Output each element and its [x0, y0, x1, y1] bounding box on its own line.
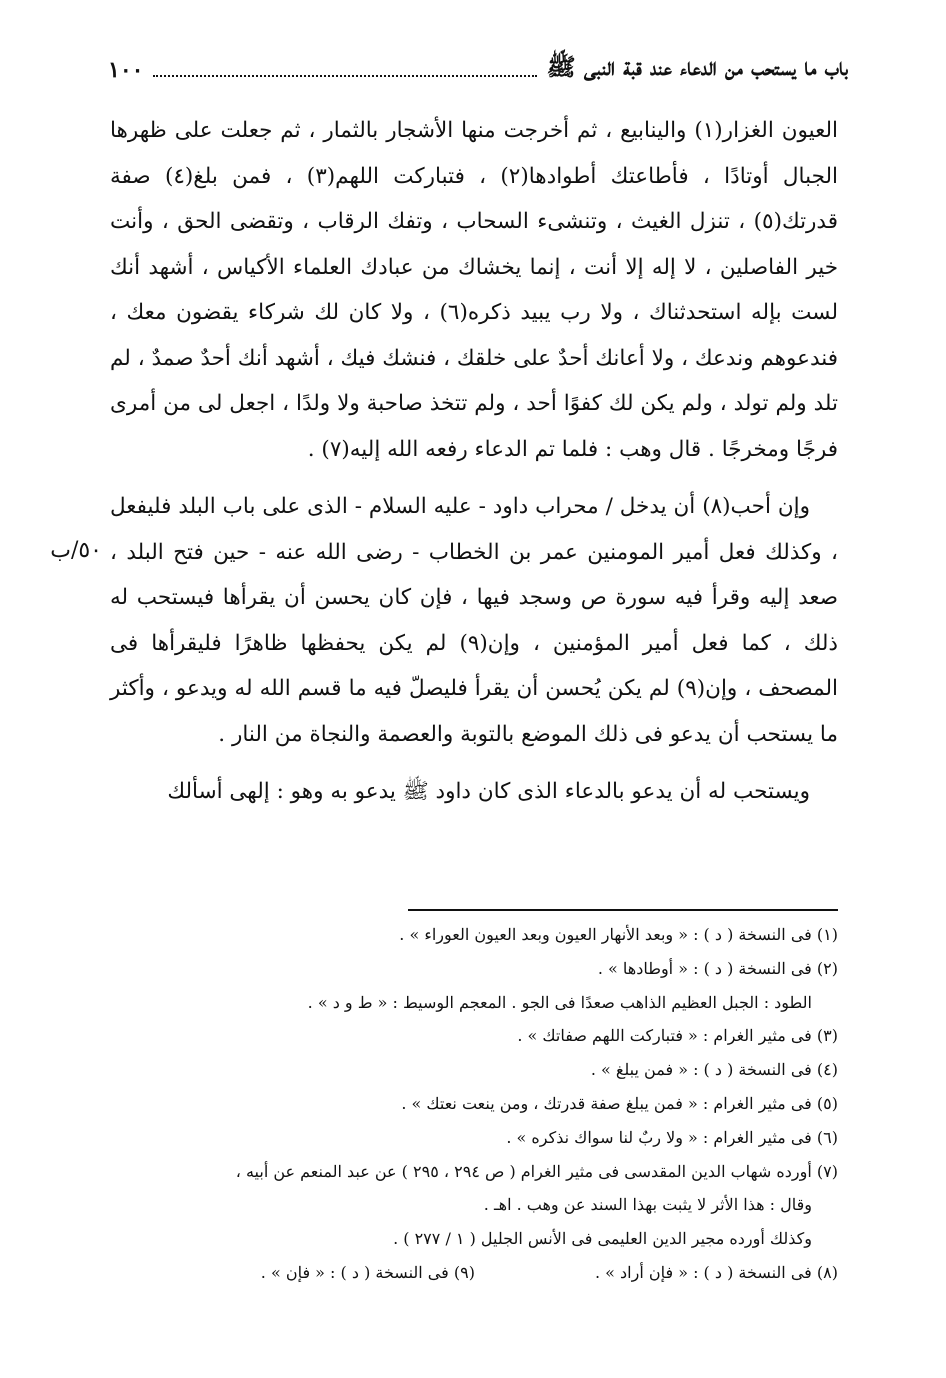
paragraph-1: العيون الغزار(١) والينابيع ، ثم أخرجت منها الأشجار بالثمار ، ثم جعلت على ظهرها الجبال أوتادًا ، فأطاعتك أطوادها(٢) ، فتباركت اللهم(٣) ، فمن بلغ(٤) صفة قدرتك(٥) ، تنزل الغيث ، وتنشىء السحاب ، وتفك الرقاب ، وتقضى الحق ، وأنت خير الفاصلين ، لا إله إلا أنت ، إنما يخشاك من عبادك العلماء الأكياس ، أشهد أنك لست بإله استحدثناك ، ولا رب يبيد ذكره(٦) ، ولا كان لك شركاء يقضون معك ، فندعوهم وندعك ، ولا أعانك أحدٌ على خلقك ، فنشك فيك ، أشهد أنك أحدٌ صمدٌ ، لم تلد ولم تولد ، ولم يكن لك كفوًا أحد ، ولم تتخذ صاحبة ولا ولدًا ، اجعل لى من أمرى فرجًا ومخرجًا . قال وهب : فلما تم الدعاء رفعه الله إليه(٧) .	[110, 118, 839, 462]
running-header	[108, 52, 848, 87]
footnote-8: (٨) فى النسخة ( د ) : « فإن أراد » .	[594, 1262, 838, 1282]
footnote-2: (٢) فى النسخة ( د ) : « أوطادها » .	[597, 958, 838, 978]
footnote-2-note: الطود : الجبل العظيم الذاهب صعدًا فى الجو . المعجم الوسيط : « ط و د » .	[307, 992, 812, 1012]
footnote-4: (٤) فى النسخة ( د ) : « فمن يبلغ » .	[590, 1060, 838, 1080]
paragraph-3: ويستحب له أن يدعو بالدعاء الذى كان داود ﷺ يدعو به وهو : إلهى أسألك	[167, 779, 810, 804]
footnote-7-note-2: وكذلك أورده مجير الدين العليمى فى الأنس الجليل ( ١ / ٢٧٧ ) .	[393, 1229, 812, 1249]
footnotes-8-9-row	[110, 1256, 838, 1290]
footnotes	[110, 918, 838, 1290]
folio-margin-note: ٥٠/ب	[50, 538, 102, 563]
main-text	[110, 108, 838, 815]
header-dotted-leader	[153, 63, 536, 77]
footnote-separator	[408, 909, 838, 911]
chapter-title: باب ما يستحب من الدعاء عند قبة النبى ﷺ	[546, 52, 848, 81]
page-number: ١٠٠	[108, 56, 144, 83]
footnote-1: (١) فى النسخة ( د ) : « وبعد الأنهار العيون وبعد العيون العوراء » .	[399, 925, 838, 944]
footnote-6: (٦) فى مثير الغرام : « ولا ربٌ لنا سواك نذكره » .	[506, 1127, 838, 1147]
footnote-5: (٥) فى مثير الغرام : « فمن يبلغ صفة قدرتك ، ومن ينعت نعتك » .	[401, 1093, 838, 1113]
footnote-9: (٩) فى النسخة ( د ) : « فإن » .	[260, 1262, 475, 1282]
paragraph-2: وإن أحب(٨) أن يدخل / محراب داود - عليه السلام - الذى على باب البلد فليفعل ، وكذلك فعل أمير المومنين عمر بن الخطاب - رضى الله عنه - حين فتح البلد ، صعد إليه وقرأ فيه سورة ص وسجد فيها ، فإن كان يحسن أن يقرأها فيستحب له ذلك ، كما فعل أمير المؤمنين ، وإن(٩) لم يكن يحفظها ظاهرًا فليقرأها فى المصحف ، وإن(٩) لم يكن يُحسن أن يقرأ فليصلّ فيه ما قسم الله له ويدعو ، وأكثر ما يستحب أن يدعو فى ذلك الموضع بالتوبة والعصمة والنجاة من النار .	[110, 494, 839, 747]
footnote-3: (٣) فى مثير الغرام : « فتباركت اللهم صفاتك » .	[517, 1026, 838, 1046]
footnote-7: (٧) أورده شهاب الدين المقدسى فى مثير الغرام ( ص ٢٩٤ ، ٢٩٥ ) عن عبد المنعم عن أبيه ،	[235, 1161, 838, 1181]
footnote-7-note-1: وقال : هذا الأثر لا يثبت بهذا السند عن وهب . اهـ .	[483, 1195, 812, 1215]
